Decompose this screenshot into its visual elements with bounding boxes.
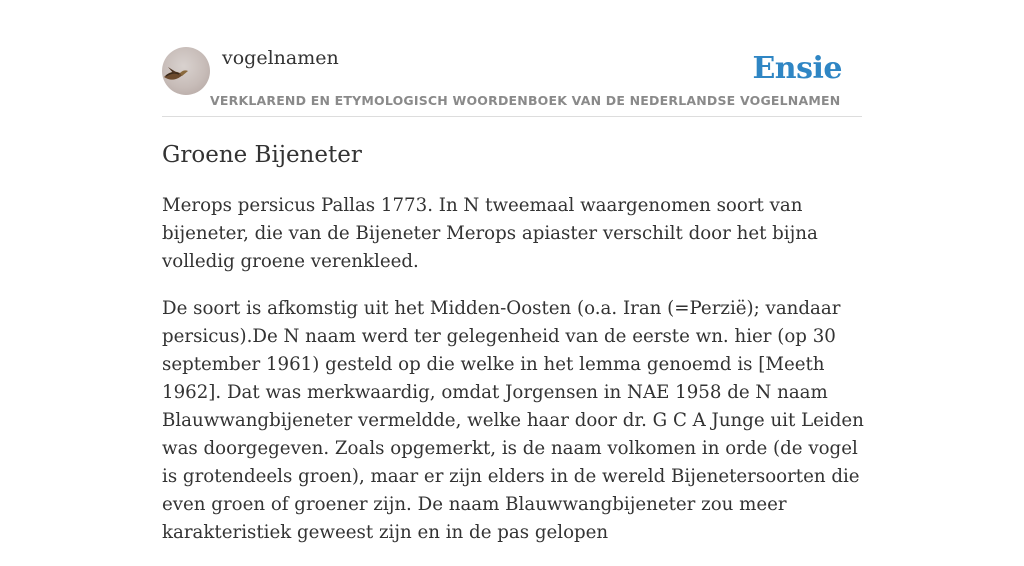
- article-paragraph: De soort is afkomstig uit het Midden-Oosten (o.a. Iran (=Perzië); vandaar persicus).De N naam werd ter gelegenheid van de eerste wn. hier (op 30 september 1961) gesteld op die welke in het lemma genoemd is [Meeth 1962]. Dat was merkwaardig, omdat Jorgensen in NAE 1958 de N naam Blauwwangbijeneter vermeldde, welke haar door dr. G C A Junge uit Leiden was doorgegeven. Zoals opgemerkt, is de naam volkomen in orde (de vogel is grotendeels groen), maar er zijn elders in de wereld Bijenetersoorten die even groen of groener zijn. De naam Blauwwangbijeneter zou meer karakteristiek geweest zijn en in de pas gelopen: [162, 298, 864, 543]
- site-tagline: VERKLAREND EN ETYMOLOGISCH WOORDENBOEK VAN DE NEDERLANDSE VOGELNAMEN: [210, 93, 841, 108]
- site-header: [162, 0, 862, 117]
- content-container: [162, 0, 864, 543]
- article-body: [162, 192, 868, 566]
- article-paragraph: Merops persicus Pallas 1773. In N tweemaal waargenomen soort van bijeneter, die van de Bijeneter Merops apiaster verschilt door het bijna volledig groene verenkleed.: [162, 195, 818, 272]
- bird-photo-icon: [162, 47, 210, 95]
- brand-logo[interactable]: Ensie: [752, 51, 842, 86]
- article-title: Groene Bijeneter: [162, 142, 362, 168]
- site-name[interactable]: vogelnamen: [222, 47, 339, 69]
- avatar[interactable]: [162, 47, 210, 95]
